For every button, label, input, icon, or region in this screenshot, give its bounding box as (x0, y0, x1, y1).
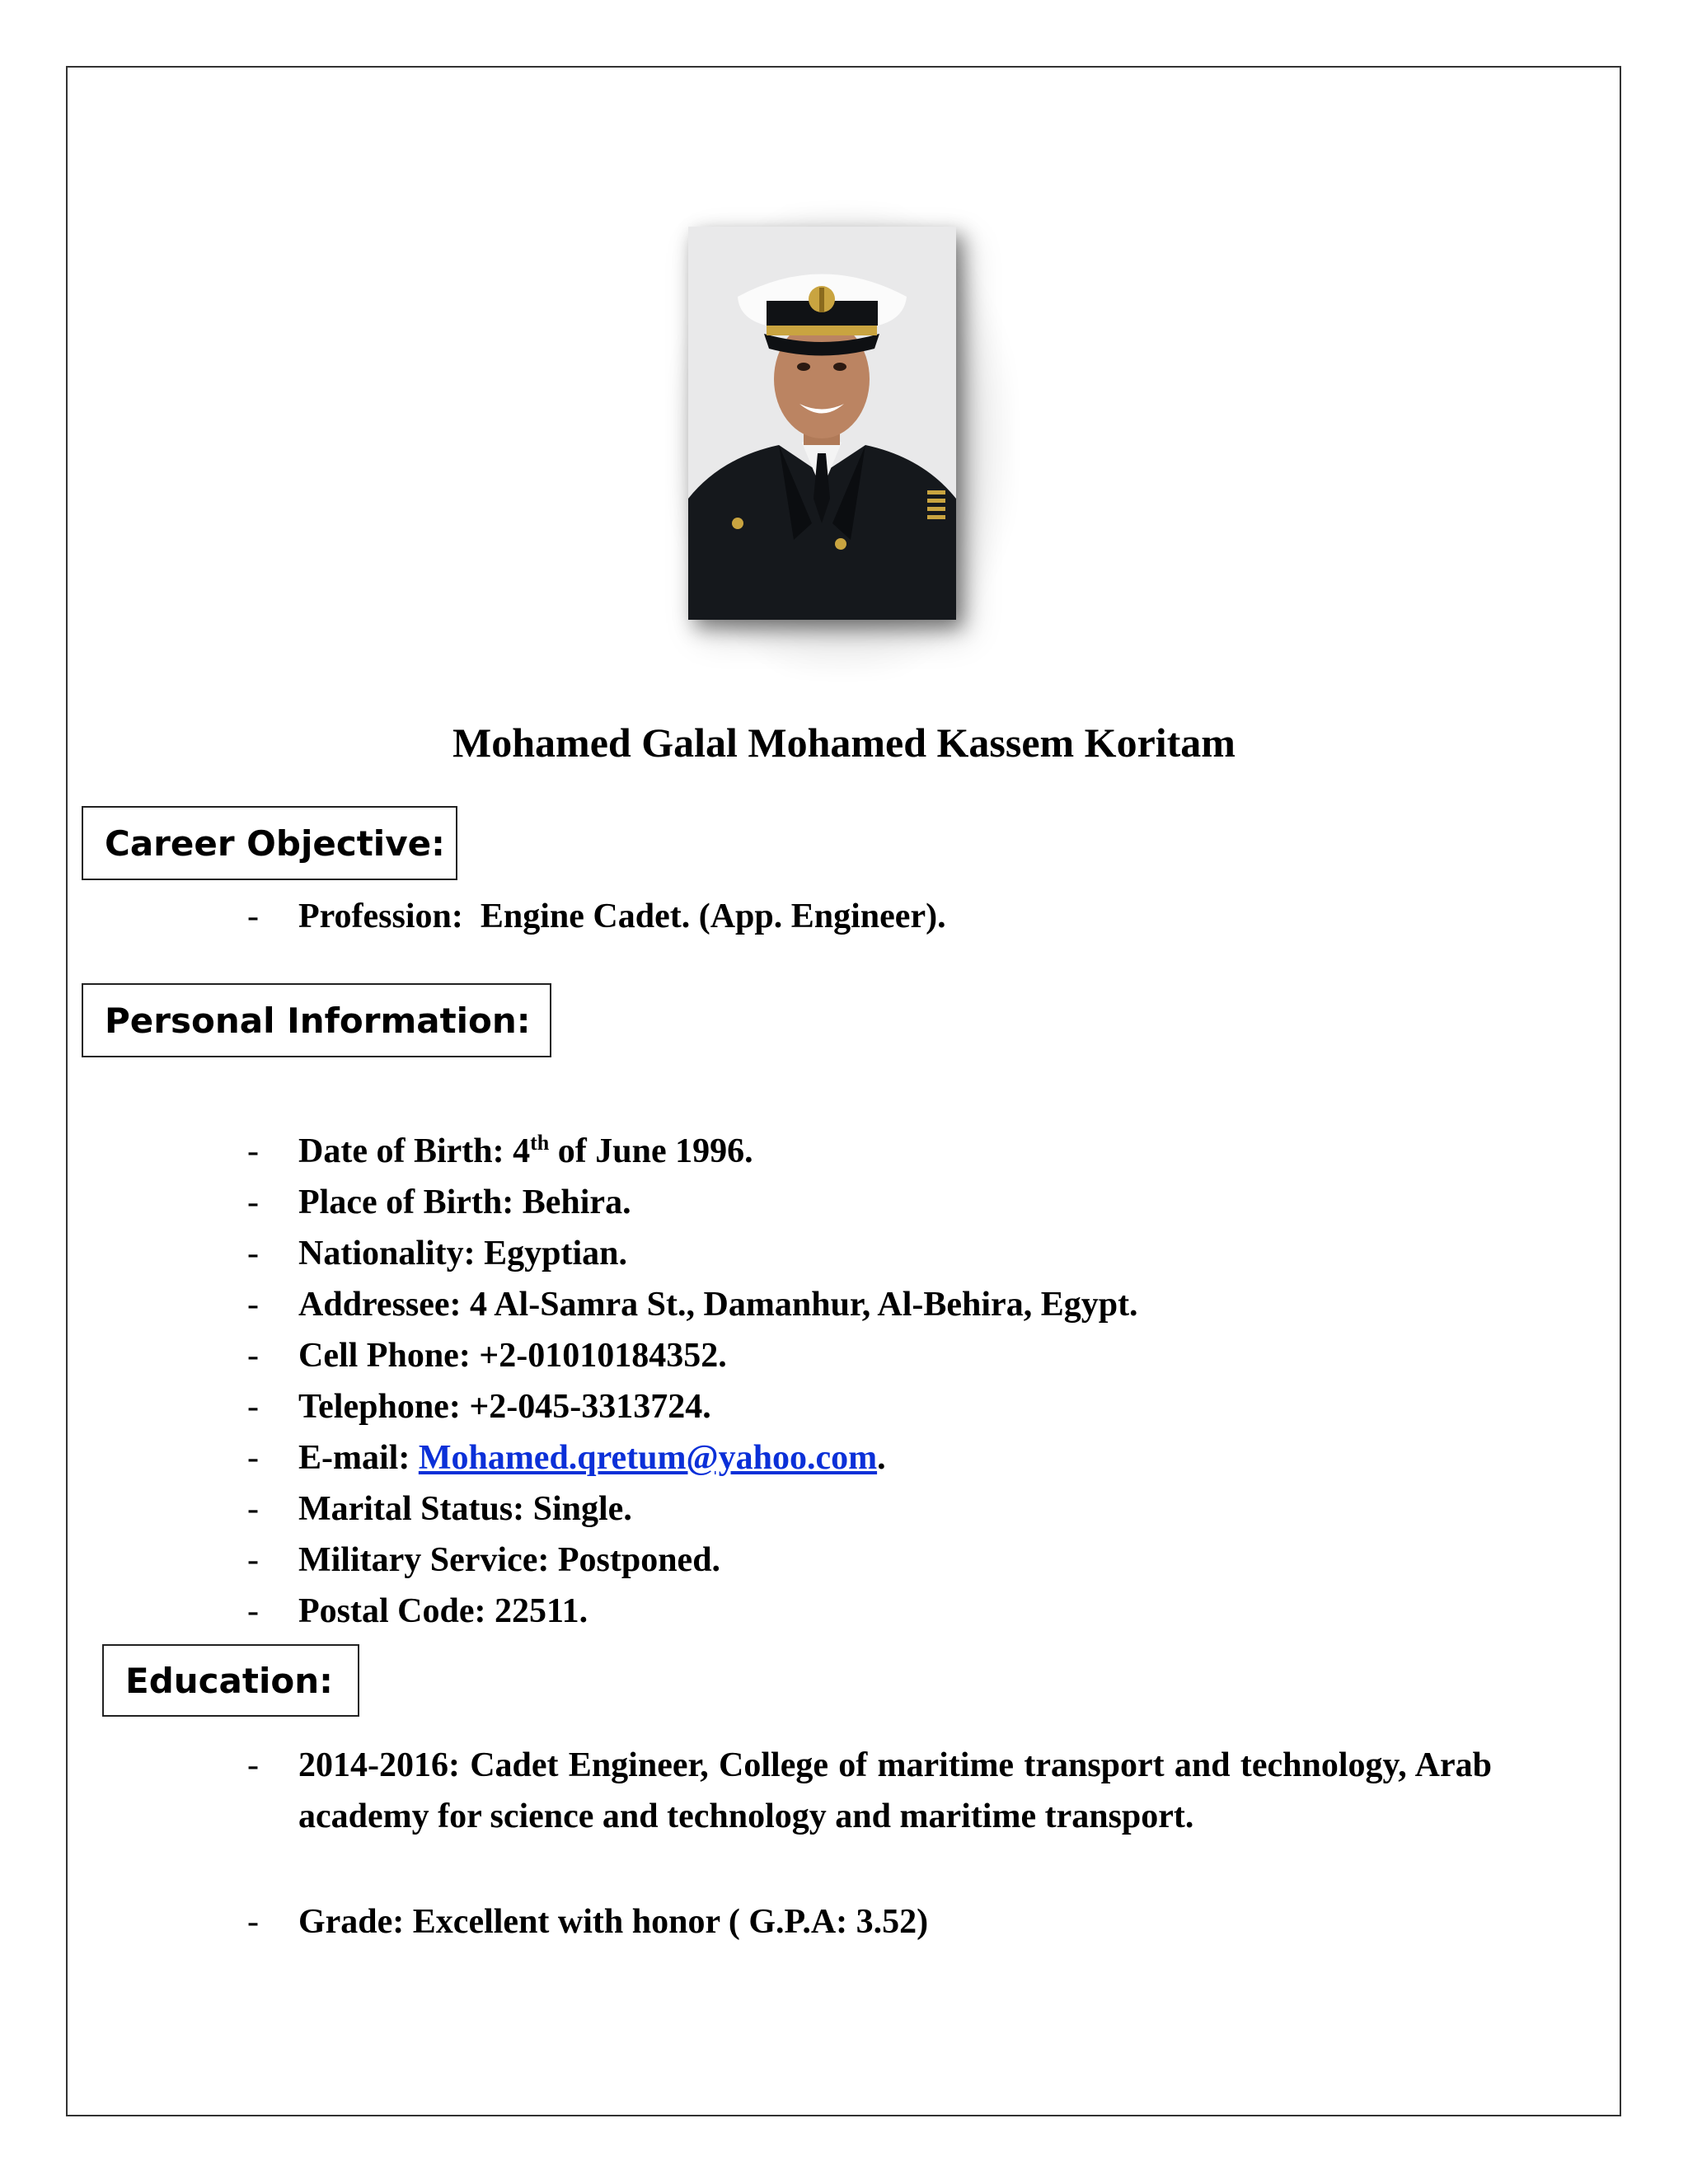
list-item (247, 1228, 1492, 1279)
education-label: Education: (125, 1660, 333, 1701)
list-item (247, 1381, 1492, 1432)
list-item (247, 1740, 1492, 1842)
address: Addressee: 4 Al-Samra St., Damanhur, Al-Behira, Egypt. (298, 1286, 1138, 1324)
personal-information-heading (82, 983, 551, 1057)
list-item (247, 1586, 1492, 1637)
bullet-dash: - (247, 1132, 259, 1170)
list-item (247, 1483, 1492, 1535)
bullet-dash: - (247, 1183, 259, 1221)
profession-text: Profession: Engine Cadet. (App. Engineer). (298, 898, 946, 935)
bullet-dash: - (247, 1592, 259, 1630)
bullet-dash: - (247, 1439, 259, 1477)
profile-photo (688, 227, 956, 620)
nationality: Nationality: Egyptian. (298, 1235, 628, 1272)
list-item (247, 1330, 1492, 1381)
education-heading (102, 1644, 359, 1717)
place-of-birth: Place of Birth: Behira. (298, 1183, 631, 1221)
list-item (247, 1535, 1492, 1586)
military-service: Military Service: Postponed. (298, 1541, 721, 1579)
marital-status: Marital Status: Single. (298, 1490, 632, 1528)
postal-code: Postal Code: 22511. (298, 1592, 588, 1630)
date-of-birth: Date of Birth: 4th of June 1996. (298, 1131, 753, 1170)
email: E-mail: Mohamed.qretum@yahoo.com. (298, 1439, 886, 1477)
bullet-dash: - (247, 1235, 259, 1272)
bullet-dash: - (247, 1746, 259, 1784)
education-grade: Grade: Excellent with honor ( G.P.A: 3.52) (298, 1903, 929, 1941)
list-item (247, 1126, 1492, 1177)
bullet-dash: - (247, 1286, 259, 1324)
bullet-dash: - (247, 1903, 259, 1941)
list-item (247, 891, 1492, 942)
full-name: Mohamed Galal Mohamed Kassem Koritam (452, 719, 1236, 766)
list-item (247, 1279, 1492, 1330)
email-link[interactable]: Mohamed.qretum@yahoo.com (418, 1439, 878, 1477)
bullet-dash: - (247, 1490, 259, 1528)
bullet-dash: - (247, 1388, 259, 1426)
personal-information-label: Personal Information: (105, 1000, 531, 1041)
portrait-image (688, 227, 956, 620)
career-objective-label: Career Objective: (105, 823, 445, 864)
bullet-dash: - (247, 1337, 259, 1375)
list-item (247, 1432, 1492, 1483)
telephone: Telephone: +2-045-3313724. (298, 1388, 711, 1426)
bullet-dash: - (247, 1541, 259, 1579)
education-degree: 2014-2016: Cadet Engineer, College of maritime transport and technology, Arab academy for science and technology and maritime transport. (298, 1746, 1492, 1835)
list-item (247, 1177, 1492, 1228)
list-item (247, 1896, 1492, 1947)
bullet-dash: - (247, 898, 259, 935)
career-objective-heading (82, 806, 457, 880)
cell-phone: Cell Phone: +2-01010184352. (298, 1337, 727, 1375)
